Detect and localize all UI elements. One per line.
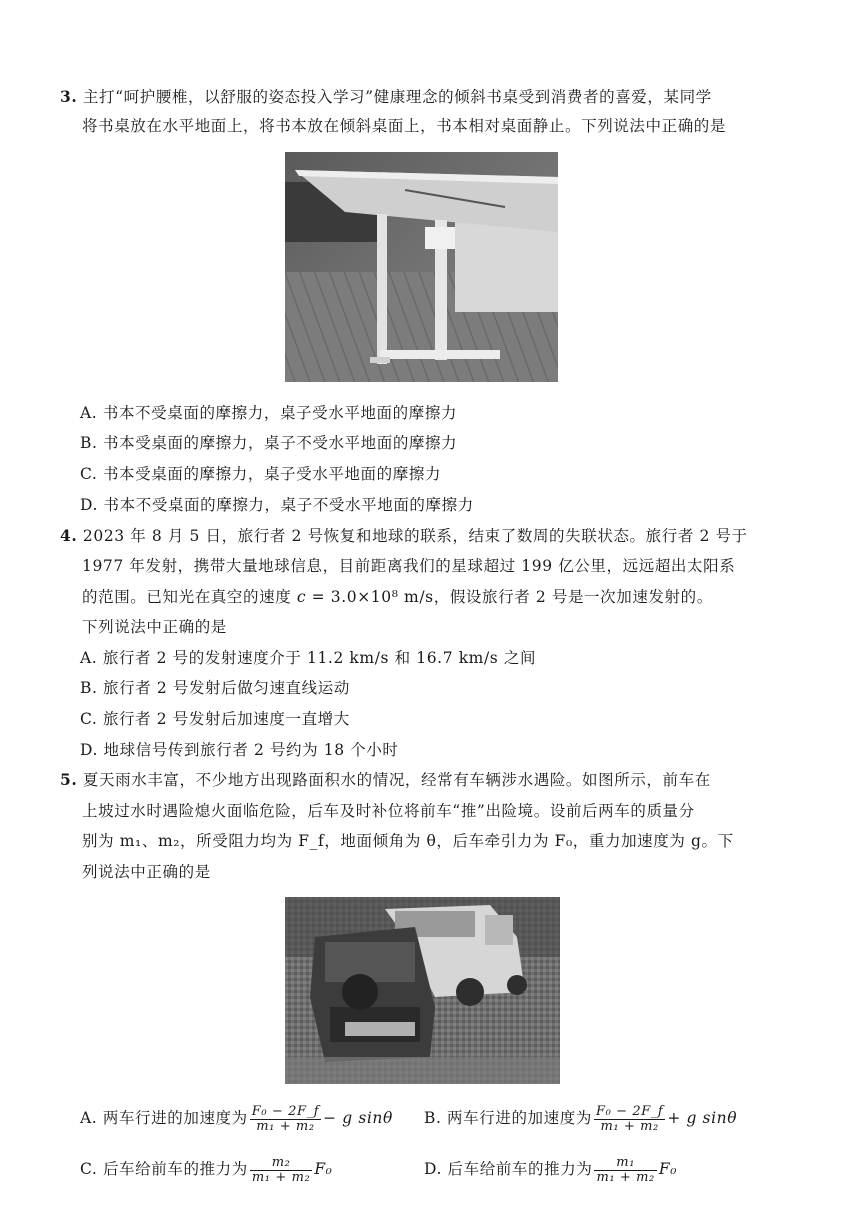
- q5-option-a-suffix: − g sinθ: [323, 1109, 393, 1127]
- q4-option-a[interactable]: A. 旅行者 2 号的发射速度介于 11.2 km/s 和 16.7 km/s 之间: [80, 649, 537, 667]
- q4-line-4: 下列说法中正确的是: [82, 618, 227, 636]
- q5-option-c-denominator: m₁ + m₂: [251, 1169, 311, 1185]
- q5-line-3: 别为 m₁、m₂，所受阻力均为 F_f，地面倾角为 θ，后车牵引力为 F₀，重力加速度为 g。下: [82, 832, 734, 850]
- q5-option-c-prefix: C. 后车给前车的推力为: [80, 1160, 248, 1178]
- q5-option-b-denominator: m₁ + m₂: [600, 1118, 659, 1134]
- q5-option-d-fraction: [594, 1156, 656, 1185]
- q5-option-b-fraction: [594, 1105, 665, 1134]
- q4-text-3a: 的范围。已知光在真空的速度: [82, 588, 297, 606]
- q3-text-1: 主打“呵护腰椎，以舒服的姿态投入学习”健康理念的倾斜书桌受到消费者的喜爱，某同学: [82, 88, 712, 106]
- q4-number: 4.: [60, 526, 78, 545]
- q3-option-c[interactable]: C. 书本受桌面的摩擦力，桌子受水平地面的摩擦力: [80, 465, 442, 483]
- q5-number: 5.: [60, 770, 78, 789]
- tilted-desk-photo: [285, 152, 558, 382]
- q5-line-2: 上坡过水时遇险熄火面临危险，后车及时补位将前车“推”出险境。设前后两车的质量分: [82, 802, 695, 820]
- q5-option-a-fraction: [250, 1105, 321, 1134]
- q5-option-a-prefix: A. 两车行进的加速度为: [80, 1109, 248, 1127]
- q5-option-b-suffix: + g sinθ: [667, 1109, 738, 1127]
- q3-number: 3.: [60, 87, 78, 106]
- cars-pushing-image: [285, 897, 560, 1084]
- q5-option-d-suffix: F₀: [658, 1160, 678, 1178]
- q3-option-b[interactable]: B. 书本受桌面的摩擦力，桌子不受水平地面的摩擦力: [80, 434, 458, 452]
- q3-option-a[interactable]: A. 书本不受桌面的摩擦力，桌子受水平地面的摩擦力: [80, 404, 458, 422]
- q4-line-1: [60, 525, 748, 547]
- q5-option-b[interactable]: [424, 1101, 737, 1135]
- q4-text-1: 2023 年 8 月 5 日，旅行者 2 号恢复和地球的联系，结束了数周的失联状态。旅行者 2 号于: [82, 527, 748, 545]
- q4-light-speed-symbol: c: [296, 588, 307, 606]
- q5-option-b-prefix: B. 两车行进的加速度为: [424, 1109, 592, 1127]
- q4-option-c[interactable]: C. 旅行者 2 号发射后加速度一直增大: [80, 710, 350, 728]
- q4-option-b[interactable]: B. 旅行者 2 号发射后做匀速直线运动: [80, 679, 350, 697]
- q5-option-a-denominator: m₁ + m₂: [256, 1118, 315, 1134]
- q5-option-c-fraction: [250, 1156, 312, 1185]
- cars-pushing-photo: [285, 897, 560, 1084]
- q5-option-b-numerator: F₀ − 2F_f: [595, 1103, 664, 1119]
- tilted-desk-image: [285, 152, 558, 382]
- q5-option-d-prefix: D. 后车给前车的推力为: [424, 1160, 593, 1178]
- q3-line-1: [60, 86, 712, 108]
- q4-line-2: 1977 年发射，携带大量地球信息，目前距离我们的星球超过 199 亿公里，远远超出太阳系: [82, 557, 736, 575]
- q5-option-a-numerator: F₀ − 2F_f: [251, 1103, 320, 1119]
- q5-option-d[interactable]: [424, 1152, 677, 1186]
- q5-option-c-suffix: F₀: [314, 1160, 333, 1178]
- q4-text-3c: = 3.0×10⁸ m/s，假设旅行者 2 号是一次加速发射的。: [306, 588, 713, 606]
- q5-option-a[interactable]: [80, 1101, 393, 1135]
- q5-option-d-denominator: m₁ + m₂: [596, 1169, 655, 1185]
- q4-line-3: [82, 586, 713, 608]
- q5-text-1: 夏天雨水丰富，不少地方出现路面积水的情况，经常有车辆涉水遇险。如图所示，前车在: [82, 771, 711, 789]
- q5-option-c[interactable]: [80, 1152, 332, 1186]
- q5-line-1: [60, 769, 711, 791]
- q5-option-c-numerator: m₂: [250, 1156, 312, 1171]
- q5-line-4: 列说法中正确的是: [82, 863, 211, 881]
- q3-line-2: 将书桌放在水平地面上，将书本放在倾斜桌面上，书本相对桌面静止。下列说法中正确的是: [82, 117, 727, 135]
- q4-option-d[interactable]: D. 地球信号传到旅行者 2 号约为 18 个小时: [80, 741, 399, 759]
- q5-option-d-numerator: m₁: [594, 1156, 656, 1171]
- q3-option-d[interactable]: D. 书本不受桌面的摩擦力，桌子不受水平地面的摩擦力: [80, 496, 474, 514]
